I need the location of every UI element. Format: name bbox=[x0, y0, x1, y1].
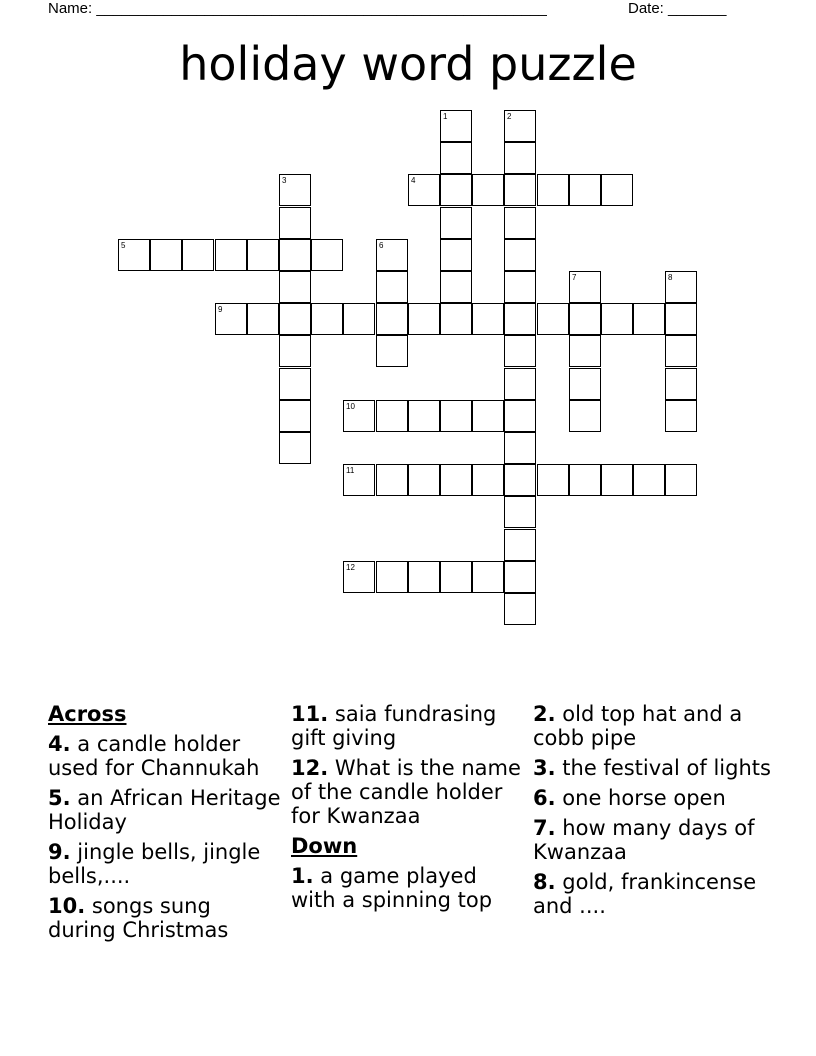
down-clue: 2. old top hat and a cobb pipe bbox=[533, 702, 743, 750]
across-heading: Across bbox=[48, 702, 127, 726]
grid-cell[interactable] bbox=[601, 464, 633, 496]
grid-cell[interactable] bbox=[665, 464, 697, 496]
grid-cell[interactable] bbox=[343, 303, 375, 335]
grid-cell[interactable] bbox=[569, 271, 601, 303]
clue-number: 4 bbox=[411, 176, 416, 185]
grid-cell[interactable] bbox=[569, 400, 601, 432]
grid-cell[interactable] bbox=[569, 303, 601, 335]
grid-cell[interactable] bbox=[440, 110, 472, 142]
grid-cell[interactable] bbox=[504, 207, 536, 239]
grid-cell[interactable] bbox=[215, 303, 247, 335]
grid-cell[interactable] bbox=[665, 303, 697, 335]
grid-cell[interactable] bbox=[279, 368, 311, 400]
grid-cell[interactable] bbox=[504, 464, 536, 496]
grid-cell[interactable] bbox=[408, 561, 440, 593]
grid-cell[interactable] bbox=[376, 303, 408, 335]
clue-column-2 bbox=[291, 702, 526, 918]
grid-cell[interactable] bbox=[601, 303, 633, 335]
grid-cell[interactable] bbox=[537, 303, 569, 335]
grid-cell[interactable] bbox=[279, 400, 311, 432]
grid-cell[interactable] bbox=[504, 271, 536, 303]
grid-cell[interactable] bbox=[279, 239, 311, 271]
clue-number: 3 bbox=[282, 176, 287, 185]
clue-number: 1 bbox=[443, 112, 448, 121]
grid-cell[interactable] bbox=[472, 400, 504, 432]
grid-cell[interactable] bbox=[633, 303, 665, 335]
grid-cell[interactable] bbox=[440, 239, 472, 271]
down-clue: 3. the festival of lights bbox=[533, 756, 771, 780]
grid-cell[interactable] bbox=[376, 561, 408, 593]
across-clue: 12. What is the name of the candle holder for Kwanzaa bbox=[291, 756, 521, 828]
grid-cell[interactable] bbox=[408, 174, 440, 206]
across-clue: 4. a candle holder used for Channukah bbox=[48, 732, 260, 780]
grid-cell[interactable] bbox=[440, 464, 472, 496]
grid-cell[interactable] bbox=[472, 561, 504, 593]
clue-number: 11 bbox=[346, 466, 355, 475]
grid-cell[interactable] bbox=[279, 271, 311, 303]
across-clue: 11. saia fundrasing gift giving bbox=[291, 702, 497, 750]
grid-cell[interactable] bbox=[440, 142, 472, 174]
grid-cell[interactable] bbox=[408, 400, 440, 432]
grid-cell[interactable] bbox=[665, 400, 697, 432]
grid-cell[interactable] bbox=[504, 335, 536, 367]
grid-cell[interactable] bbox=[504, 593, 536, 625]
grid-cell[interactable] bbox=[504, 142, 536, 174]
grid-cell[interactable] bbox=[504, 529, 536, 561]
grid-cell[interactable] bbox=[376, 400, 408, 432]
down-clue: 1. a game played with a spinning top bbox=[291, 864, 493, 912]
grid-cell[interactable] bbox=[279, 174, 311, 206]
across-clue: 10. songs sung during Christmas bbox=[48, 894, 229, 942]
grid-cell[interactable] bbox=[504, 561, 536, 593]
grid-cell[interactable] bbox=[311, 303, 343, 335]
clue-number: 7 bbox=[572, 273, 577, 282]
grid-cell[interactable] bbox=[633, 464, 665, 496]
grid-cell[interactable] bbox=[569, 368, 601, 400]
grid-cell[interactable] bbox=[569, 335, 601, 367]
grid-cell[interactable] bbox=[537, 464, 569, 496]
page-title: holiday word puzzle bbox=[179, 37, 637, 91]
grid-cell[interactable] bbox=[440, 303, 472, 335]
grid-cell[interactable] bbox=[440, 174, 472, 206]
grid-cell[interactable] bbox=[472, 303, 504, 335]
grid-cell[interactable] bbox=[279, 335, 311, 367]
date-field[interactable]: Date: _______ bbox=[628, 0, 727, 17]
grid-cell[interactable] bbox=[504, 174, 536, 206]
grid-cell[interactable] bbox=[279, 303, 311, 335]
grid-cell[interactable] bbox=[247, 303, 279, 335]
across-clue: 9. jingle bells, jingle bells,.... bbox=[48, 840, 261, 888]
grid-cell[interactable] bbox=[665, 271, 697, 303]
clue-column-1 bbox=[48, 702, 283, 948]
down-heading: Down bbox=[291, 834, 358, 858]
clue-number: 9 bbox=[218, 305, 223, 314]
grid-cell[interactable] bbox=[247, 239, 279, 271]
down-clue: 7. how many days of Kwanzaa bbox=[533, 816, 755, 864]
grid-cell[interactable] bbox=[504, 368, 536, 400]
clue-number: 8 bbox=[668, 273, 673, 282]
grid-cell[interactable] bbox=[440, 561, 472, 593]
grid-cell[interactable] bbox=[569, 464, 601, 496]
grid-cell[interactable] bbox=[215, 239, 247, 271]
grid-cell[interactable] bbox=[440, 400, 472, 432]
grid-cell[interactable] bbox=[504, 239, 536, 271]
name-field[interactable]: Name: ______________________________________________________ bbox=[48, 0, 547, 17]
grid-cell[interactable] bbox=[118, 239, 150, 271]
grid-cell[interactable] bbox=[440, 207, 472, 239]
down-clue: 6. one horse open bbox=[533, 786, 726, 810]
grid-cell[interactable] bbox=[504, 110, 536, 142]
grid-cell[interactable] bbox=[440, 271, 472, 303]
grid-cell[interactable] bbox=[376, 335, 408, 367]
grid-cell[interactable] bbox=[279, 207, 311, 239]
grid-cell[interactable] bbox=[376, 464, 408, 496]
clue-number: 2 bbox=[507, 112, 512, 121]
grid-cell[interactable] bbox=[376, 239, 408, 271]
clue-number: 5 bbox=[121, 241, 126, 250]
grid-cell[interactable] bbox=[376, 271, 408, 303]
clue-number: 10 bbox=[346, 402, 355, 411]
grid-cell[interactable] bbox=[343, 464, 375, 496]
grid-cell[interactable] bbox=[311, 239, 343, 271]
down-clue: 8. gold, frankincense and .... bbox=[533, 870, 757, 918]
grid-cell[interactable] bbox=[537, 174, 569, 206]
grid-cell[interactable] bbox=[279, 432, 311, 464]
grid-cell[interactable] bbox=[343, 400, 375, 432]
grid-cell[interactable] bbox=[504, 432, 536, 464]
grid-cell[interactable] bbox=[601, 174, 633, 206]
grid-cell[interactable] bbox=[182, 239, 214, 271]
grid-cell[interactable] bbox=[472, 464, 504, 496]
grid-cell[interactable] bbox=[472, 174, 504, 206]
across-clue: 5. an African Heritage Holiday bbox=[48, 786, 281, 834]
grid-cell[interactable] bbox=[504, 496, 536, 528]
grid-cell[interactable] bbox=[408, 464, 440, 496]
grid-cell[interactable] bbox=[569, 174, 601, 206]
grid-cell[interactable] bbox=[665, 335, 697, 367]
grid-cell[interactable] bbox=[150, 239, 182, 271]
clue-number: 12 bbox=[346, 563, 355, 572]
grid-cell[interactable] bbox=[665, 368, 697, 400]
clue-column-3 bbox=[533, 702, 793, 924]
grid-cell[interactable] bbox=[408, 303, 440, 335]
grid-cell[interactable] bbox=[343, 561, 375, 593]
clue-number: 6 bbox=[379, 241, 384, 250]
grid-cell[interactable] bbox=[504, 303, 536, 335]
grid-cell[interactable] bbox=[504, 400, 536, 432]
